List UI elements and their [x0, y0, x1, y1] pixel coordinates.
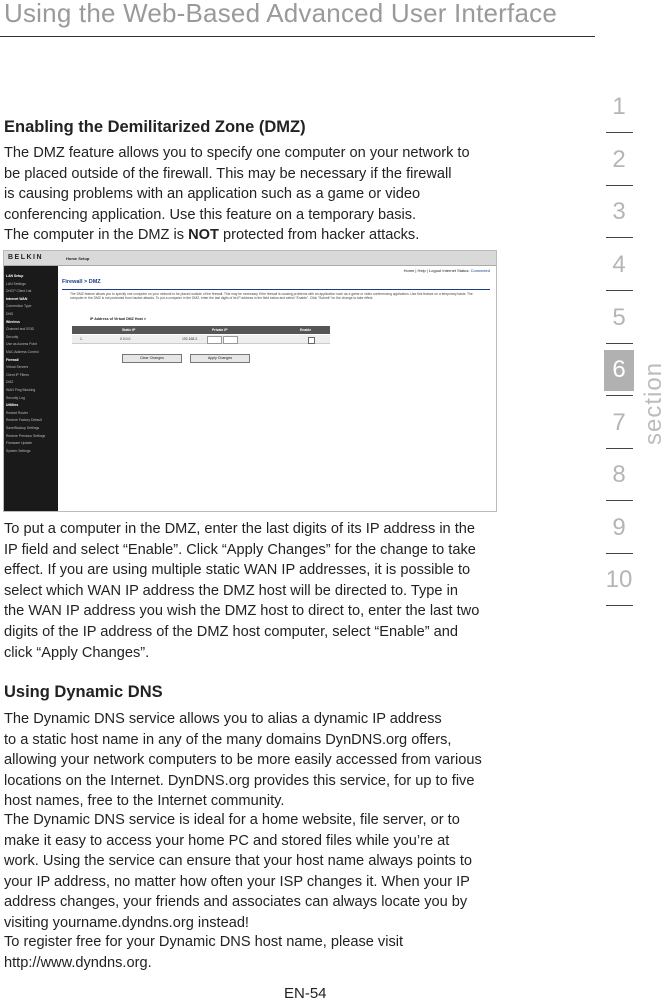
row-static-ip: 0.0.0.0 [120, 337, 131, 341]
header-divider [0, 36, 595, 37]
table-row [72, 335, 330, 344]
router-sidebar-item[interactable]: Virtual Servers [6, 365, 29, 370]
col-enable: Enable [300, 328, 312, 332]
dmz-intro-line: The DMZ feature allows you to specify one computer on your network to [4, 145, 470, 161]
dmz-warning-bold: NOT [188, 227, 219, 244]
router-sidebar-item[interactable]: LAN Setup [6, 274, 24, 278]
router-sidebar-item[interactable]: Restore Factory Default [6, 418, 42, 423]
section-nav-divider [606, 395, 633, 396]
ddns-heading: Using Dynamic DNS [4, 683, 163, 701]
router-sidebar-item[interactable]: Security Log [6, 395, 25, 400]
section-nav-divider [606, 448, 633, 449]
col-static-ip: Static IP [122, 328, 136, 332]
dmz-intro-line: conferencing application. Use this feature on a temporary basis. [4, 206, 417, 223]
row-private-ip-prefix: 192.168.2. [182, 337, 199, 341]
router-topbar [4, 251, 496, 266]
dmz-heading: Enabling the Demilitarized Zone (DMZ) [4, 118, 306, 136]
section-nav-divider [606, 185, 633, 186]
section-nav-item-2[interactable]: 2 [612, 146, 626, 173]
router-sidebar-item[interactable]: Client IP Filters [6, 372, 29, 377]
page-header-title: Using the Web-Based Advanced User Interface [4, 0, 557, 28]
page-number: EN-54 [284, 985, 327, 1002]
router-sidebar-item[interactable]: Restart Router [6, 410, 29, 415]
router-sidebar-item[interactable]: DNS [6, 312, 14, 316]
router-sidebar-item[interactable]: WAN Ping Blocking [6, 388, 36, 392]
router-sidebar-item[interactable]: Internet WAN [6, 296, 28, 301]
belkin-logo: BELKIN [8, 254, 44, 261]
router-connection-status: Connected [470, 268, 490, 273]
router-description: The DMZ feature allows you to specify one computer on your network to be placed outside of the firewall. This may be necessary if the firewall is causing problems with an application such as a game or video conferencing application. Use this feature on a temporary basis. The computer in the DMZ is not protected from hacker attacks. To put a computer in the DMZ, enter the last digits of its IP address in the field below and select "Enable". Click "Submit" for the change to take effect. [70, 292, 473, 301]
section-nav-item-1[interactable]: 1 [612, 93, 626, 120]
apply-changes-button[interactable]: Apply Changes [190, 354, 250, 363]
router-sidebar-item[interactable]: Connection Type [6, 304, 32, 309]
section-nav-item-3[interactable]: 3 [612, 198, 626, 225]
router-sidebar-item[interactable]: MAC Address Control [6, 350, 39, 354]
section-nav-divider [606, 237, 633, 238]
router-sidebar-item[interactable]: Security [6, 334, 19, 339]
router-ui-screenshot [3, 250, 497, 512]
section-nav-divider [606, 343, 633, 344]
router-breadcrumb-divider [62, 289, 490, 290]
section-nav-divider [606, 500, 633, 501]
col-private-ip: Private IP [212, 328, 228, 332]
router-sidebar-item[interactable]: DMZ [6, 380, 14, 385]
dmz-intro-line: be placed outside of the firewall. This may be necessary if the firewall [4, 165, 452, 182]
ddns-para-1: The Dynamic DNS service allows you to alias a dynamic IP address to a static host name in any of the many domains DynDNS.org offers, allowing your network computers to be more easily accessed from various locations on the Internet. DynDNS.org provides this service, for up to five host names, free to the Internet community. [4, 711, 482, 810]
section-nav-divider [606, 605, 633, 606]
router-sidebar-item[interactable]: Save/Backup Settings [6, 426, 40, 430]
dmz-intro-line: is causing problems with an application such as a game or video [4, 186, 421, 203]
section-nav-item-6[interactable]: 6 [612, 356, 626, 383]
router-sidebar-item[interactable]: Firmware Update [6, 441, 33, 446]
dmz-table-header [72, 326, 330, 334]
section-nav-item-7[interactable]: 7 [612, 409, 626, 436]
router-page-title: Home Setup [66, 256, 90, 261]
private-ip-input[interactable] [207, 336, 222, 344]
section-label: section [640, 361, 667, 445]
router-sidebar-item[interactable]: Wireless [6, 319, 20, 324]
private-ip-input[interactable] [223, 336, 238, 344]
dmz-warning-prefix: The computer in the DMZ is [4, 227, 189, 244]
router-sidebar-item[interactable]: DHCP Client List [6, 289, 32, 294]
dmz-warning [4, 227, 419, 243]
router-sidebar-item[interactable]: System Settings [6, 448, 31, 453]
router-sidebar-item[interactable]: LAN Settings [6, 281, 26, 286]
router-sidebar-item[interactable]: Restore Previous Settings [6, 433, 46, 438]
router-top-links-text[interactable]: Home | Help | Logout Internet Status: [403, 268, 471, 273]
ddns-para-2: The Dynamic DNS service is ideal for a home website, file server, or to make it easy to access your home PC and stored files while you’re at work. Using the service can ensure that your host name always points to your IP address, no matter how often your ISP changes it. When your IP address changes, your friends and associates can always locate you by visiting yourname.dyndns.org instead! [4, 812, 473, 931]
section-nav-item-4[interactable]: 4 [612, 251, 626, 278]
section-nav-item-9[interactable]: 9 [612, 514, 626, 541]
virtual-dmz-label: IP Address of Virtual DMZ Host > [90, 317, 146, 321]
router-sidebar-item[interactable]: Firewall [6, 357, 19, 362]
section-nav-divider [606, 132, 633, 133]
dmz-instructions: To put a computer in the DMZ, enter the last digits of its IP address in the IP field and select “Enable”. Click “Apply Changes” for the change to take effect. If you are using multiple static WAN IP addresses, it is possible to select which WAN IP address the DMZ host will be directed to. Type in the WAN IP address you wish the DMZ host to direct to, enter the last two digits of the IP address of the DMZ host computer, select “Enable” and click “Apply Changes”. [4, 521, 480, 661]
ddns-para-3: To register free for your Dynamic DNS host name, please visit http://www.dyndns.org. [4, 934, 404, 971]
row-index: 1. [80, 337, 83, 341]
section-nav-item-8[interactable]: 8 [612, 461, 626, 488]
router-top-links[interactable] [404, 268, 490, 273]
dmz-warning-suffix: protected from hacker attacks. [218, 227, 420, 244]
enable-checkbox[interactable] [308, 337, 315, 344]
dmz-intro [4, 143, 596, 246]
section-nav-divider [606, 290, 633, 291]
section-nav-item-5[interactable]: 5 [612, 304, 626, 331]
router-breadcrumb: Firewall > DMZ [62, 279, 101, 285]
clear-changes-button[interactable]: Clear Changes [122, 354, 182, 363]
section-nav-divider [606, 553, 633, 554]
router-sidebar [4, 266, 58, 511]
router-sidebar-item[interactable]: Channel and SSID [6, 327, 35, 332]
section-nav-item-10[interactable]: 10 [605, 566, 633, 593]
router-sidebar-item[interactable]: Use as Access Point [6, 342, 37, 347]
router-sidebar-item[interactable]: Utilities [6, 403, 19, 408]
